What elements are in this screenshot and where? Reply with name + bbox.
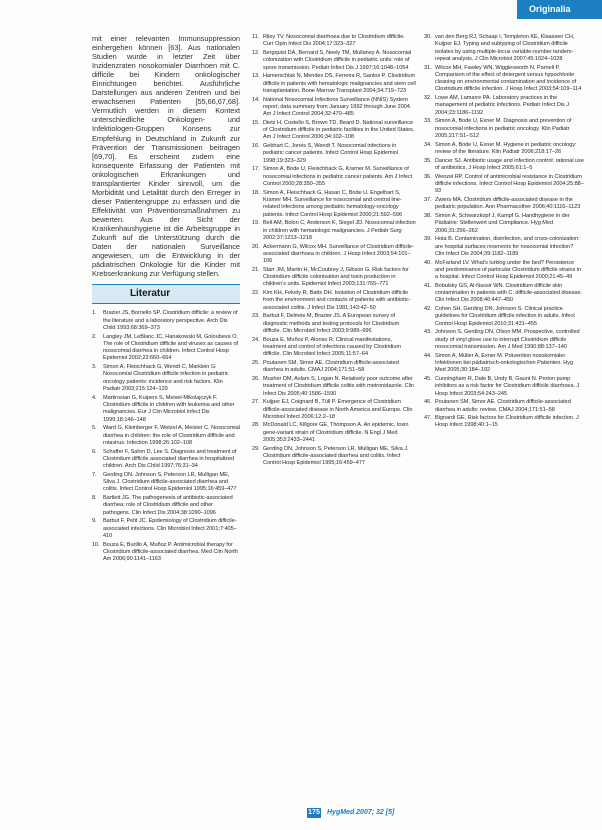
reference-item <box>424 213 584 235</box>
reference-text: Dancer SJ. Antibiotic usage and infection control: rational use of antibiotics. J Hosp Infect 2005;61:1–5 <box>435 157 584 171</box>
reference-text: Zwiers MA. Clostridium difficile-associated disease in the pediatric population. Ann Pharmacother 2006;40:1116–1123 <box>435 196 581 211</box>
reference-item <box>424 306 584 328</box>
reference-item <box>252 399 416 421</box>
reference-number: 9. <box>92 518 97 525</box>
reference-item <box>252 244 416 266</box>
reference-item <box>424 415 584 430</box>
reference-number: 10. <box>92 541 100 548</box>
reference-item <box>252 166 416 188</box>
reference-item <box>424 236 584 258</box>
reference-text: Ackermann G, Wilcox MH. Surveillance of Clostridium difficile-associated diarrhoea in children. J Hosp Infect 2003;54:101–106 <box>263 243 414 265</box>
reference-text: Simon A, Fleischhack G, Hasan C, Bode U, Engelhart S, Kramer MH. Surveillance for nosocomial and central line-related infections among pediatric hematology-oncology patients. Infect Control Hosp Epidemiol 2000;21:592–596 <box>263 189 403 218</box>
reference-text: Martirosian G, Kuipers S, Meisel-Mikolajczyk F. Clostridium difficile in children with leukemia and other malignancies. Eur J Clin Microbiol Infect Dis 1999;18:146–148 <box>103 394 235 423</box>
reference-text: Simon A, Bode U, Exner M. Diagnosis and prevention of nosocomial infections in pediatric oncology. Klin Padiatr 2005;217:S1–S12 <box>435 118 572 140</box>
reference-text: National Nosocomial Infections Surveillance (NNIS) System report, data summary from January 1992 through June 2004. Am J Infect Control 2004;32:470–485 <box>263 96 412 118</box>
reference-number: 45. <box>424 375 432 382</box>
reference-number: 15. <box>252 119 260 126</box>
reference-number: 40. <box>424 259 432 266</box>
reference-text: Johnson S, Gerding DN, Olson MM. Prospective, controlled study of vinyl glove use to interrupt Clostridium difficile nosocomial transmission. Am J Med 1990;88:137–140 <box>435 329 580 350</box>
reference-number: 25. <box>252 359 260 366</box>
reference-item <box>252 337 416 359</box>
reference-text: Lowe AM, Lamarre PA. Laboratory practices in the management of pediatric infections. Pediatr Infect Dis J 2004;23:1186–1192 <box>435 95 570 116</box>
reference-number: 7. <box>92 471 97 478</box>
reference-item <box>252 446 416 468</box>
journal-citation: HygMed 2007; 32 [5] <box>327 809 395 816</box>
reference-item <box>252 376 416 398</box>
reference-number: 12. <box>252 49 260 56</box>
reference-text: Simon A, Bode U, Fleischhack G, Kramer M. Surveillance of nosocomial infections in pediatric cancer patients. Am J Infect Control 2000;28:350–355 <box>263 166 413 187</box>
reference-number: 44. <box>424 352 432 359</box>
reference-text: Wilcox MH, Fawley WN, Wigglesworth N, Parnell P. Comparison of the effect of detergent versus hypochlorite cleaning on environmental contamination and incidence of Clostridium difficile infection. J Hosp Infect 2003;54:109–114 <box>435 64 582 93</box>
reference-item <box>424 376 584 398</box>
reference-item <box>252 313 416 335</box>
reference-number: 22. <box>252 290 260 297</box>
reference-number: 32. <box>424 95 432 102</box>
reference-number: 5. <box>92 425 97 432</box>
reference-list-col2 <box>252 34 416 468</box>
reference-list-col3 <box>424 34 584 430</box>
reference-text: Schaffer F, Sahm D, Lee S. Diagnosis and treatment of Clostridium difficile associated diarrhea in hospitalized children. Arch Dis Child 1997;76:31–34 <box>103 448 237 470</box>
reference-number: 1. <box>92 310 97 317</box>
reference-text: Bobulsky GS, Al-Nassir WN. Clostridium difficile skin contamination in patients with C. difficile-associated disease. Clin Infect Dis 2008;46:447–450 <box>435 282 582 304</box>
reference-item <box>252 97 416 119</box>
reference-text: Poutanen SM, Simor AE. Clostridium difficile-associated diarrhea in adults: review. CMAJ 2004;171:51–58 <box>435 399 571 413</box>
body-text: mit einer relevanten Immunsuppression einhergehen können [63]. Aus nationalen Studien wurde in letzter Zeit über Inzidenzraten nosokomialer Diarrhoen mit C. difficile bei Kindern onkologischer Einrichtungen berichtet. Ausführliche Darstellungen aus anderen Zentren und bei erwachsenen Patienten [55,66,67,68]. Vermutlich werden in diesem Kontext unterschiedliche Onkologen- und Infektiologen-Gruppen Konsens zur Empfehlung in Deutschland in Zukunft zur Prävention der Transmissionen beitragen [69,70]. Es erscheint zudem eine konsequente Erfassung der Patienten mit onkologischen Erkrankungen und transplantierter Kinder sinnvoll, um die Morbidität und Letalität durch den Erreger in dieser Patientengruppe zu erfassen und die Effektivität von Präventionsmaßnahmen zu bewerten. Aus der Sicht der Krankenhaushygiene ist die Arbeitsgruppe in Zukunft auf die Unterstützung durch die Daten der nationalen Surveillance angewiesen, um die Entwicklung in der pädiatrischen Onkologie für die Kinder mit Krebserkrankung zur Verfügung stellen. <box>92 34 240 279</box>
reference-text: Simon A, Fleischhack G, Wendt C, Marklein G. Nosocomial Clostridium difficile infection in pediatric oncology patients: incidence and risk factors. Klin Padiatr 2003;215:124–129 <box>103 364 229 393</box>
reference-item <box>92 364 240 393</box>
reference-item <box>424 158 584 173</box>
reference-number: 38. <box>424 212 432 219</box>
reference-text: Musher DM, Aslam S, Logan N. Relatively poor outcome after treatment of Clostridium difficile colitis with metronidazole. Clin Infect Dis 2005;40:1586–1590 <box>263 375 415 397</box>
reference-text: Poutanen SM, Simor AE. Clostridium difficile-associated diarrhea in adults. CMAJ 2004;171:51–58 <box>263 359 399 374</box>
reference-item <box>424 118 584 140</box>
reference-text: Kim KH, Fekety R, Batts DH. Isolation of Clostridium difficile from the environment and contacts of patients with antibiotic-associated colitis. J Infect Dis 1981;143:42–50 <box>263 290 411 311</box>
reference-number: 8. <box>92 495 97 502</box>
reference-item <box>252 360 416 375</box>
reference-item <box>424 142 584 157</box>
reference-number: 14. <box>252 96 260 103</box>
reference-text: Wenzel RP. Control of antimicrobial resistance in Clostridium difficile infections. Infect Control Hosp Epidemiol 2004;25:88–93 <box>435 173 584 195</box>
column-2 <box>252 34 416 469</box>
reference-text: Bartlett JG. The pathogenesis of antibiotic-associated diarrhea: role of Clostridium difficile and other pathogens. Clin Infect Dis 2004;38:1090–1096 <box>103 495 233 516</box>
reference-text: Simon A, Bode U, Exner M. Hygiene in pediatric oncology: review of the literature. Klin Padiatr 2006;218:17–26 <box>435 141 577 156</box>
reference-text: Dietz H, Costello S, Brown TD, Beard D. National surveillance of Clostridium difficile in pediatric facilities in the United States. Am J Infect Control 2006;34:102–108 <box>263 119 415 141</box>
reference-number: 2. <box>92 333 97 340</box>
reference-number: 29. <box>252 445 260 452</box>
section-tab: Originalia <box>517 0 602 19</box>
reference-number: 39. <box>424 236 432 243</box>
reference-text: Bignardi GE. Risk factors for Clostridium difficile infection. J Hosp Infect 1998;40:1–15 <box>435 415 579 429</box>
reference-number: 24. <box>252 336 260 343</box>
reference-item <box>424 353 584 375</box>
reference-item <box>252 422 416 444</box>
reference-item <box>252 220 416 242</box>
reference-number: 37. <box>424 196 432 203</box>
reference-item <box>252 143 416 165</box>
reference-number: 36. <box>424 173 432 180</box>
reference-number: 3. <box>92 364 97 371</box>
reference-number: 16. <box>252 143 260 150</box>
reference-number: 43. <box>424 329 432 336</box>
reference-item <box>92 495 240 517</box>
reference-number: 11. <box>252 34 260 40</box>
reference-text: Simon A, Müller A, Exner M. Prävention nosokomialer Infektionen bei pädiatrisch-onkologischen Patienten. Hyg Med 2005;30:184–192 <box>435 352 574 374</box>
reference-text: Cunningham R, Dale B, Undy B, Gaunt N. Proton pump inhibitors as a risk factor for Clostridium difficile diarrhoea. J Hosp Infect 2003;54:243–245 <box>435 375 580 397</box>
reference-item <box>424 197 584 212</box>
reference-text: Bergquist DA, Bernard S, Neely TM, Mullaney A. Nosocomial colonization with Clostridium difficile in pediatric units: role of spore transmission. Pediatr Infect Dis J 1997;16:1048–1054 <box>263 49 412 71</box>
reference-text: Langley JM, LeBlanc JC, Hanakowski M, Goloubeva O. The role of Clostridium difficile and viruses as causes of nosocomial diarrhea in children. Infect Control Hosp Epidemiol 2002;23:660–664 <box>103 333 239 362</box>
reference-item <box>424 34 584 63</box>
reference-number: 30. <box>424 34 432 40</box>
reference-item <box>424 283 584 305</box>
reference-text: Bell AM, Bolon C, Anderson K, Siegel JD. Nosocomial infection in children with hematologic malignancies. J Pediatr Surg 2002;37:1213–1218 <box>263 220 416 241</box>
reference-item <box>424 174 584 196</box>
reference-number: 42. <box>424 306 432 313</box>
column-1 <box>92 34 240 565</box>
reference-text: Ward G, Kleinberger F, Wetzel A, Meister C. Nosocomial diarrhea in children: the role of Clostridium difficile and rotavirus. Infection 1998;26:102–108 <box>103 425 240 446</box>
reference-text: Riley TV. Nosocomial diarrhoea due to Clostridium difficile. Curr Opin Infect Dis 2004;17:323–327 <box>263 34 405 48</box>
reference-list-col1 <box>92 310 240 563</box>
reference-number: 20. <box>252 243 260 250</box>
reference-item <box>92 542 240 564</box>
reference-item <box>92 334 240 363</box>
reference-text: Bouza E, Muñoz P, Alonso R. Clinical manifestations, treatment and control of infections caused by Clostridium difficile. Clin Microbiol Infect 2005;11:57–64 <box>263 336 401 358</box>
reference-number: 27. <box>252 399 260 406</box>
reference-number: 35. <box>424 157 432 164</box>
reference-number: 17. <box>252 166 260 173</box>
reference-item <box>92 518 240 540</box>
reference-number: 19. <box>252 220 260 227</box>
reference-text: Brazier JS, Borriello SP. Clostridium difficile: a review of the literature and a laboratory perspective. Arch Dis Child 1993;68:369–373 <box>103 310 238 331</box>
reference-number: 21. <box>252 266 260 273</box>
reference-item <box>252 50 416 72</box>
reference-item <box>92 425 240 447</box>
reference-item <box>424 65 584 94</box>
reference-number: 26. <box>252 375 260 382</box>
reference-number: 41. <box>424 282 432 289</box>
reference-text: Cohen SH, Gerding DN, Johnson S. Clinical practice guidelines for Clostridium difficile infection in adults. Infect Control Hosp Epidemiol 2010;31:431–455 <box>435 306 575 327</box>
reference-item <box>252 290 416 312</box>
reference-number: 28. <box>252 422 260 429</box>
reference-item <box>252 34 416 49</box>
reference-text: McFarland LV. What's lurking under the bed? Persistence and predominance of particular Clostridium difficile strains in a hospital. Infect Control Hosp Epidemiol 2000;21:45–49 <box>435 259 581 281</box>
reference-number: 33. <box>424 118 432 125</box>
reference-text: Starr JM, Martin H, McCoubrey J, Gibson G. Risk factors for Clostridium difficile colonisation and toxin production in children's units. Epidemiol Infect 2003;131:765–771 <box>263 266 409 288</box>
reference-text: Hamerschlak N, Mendes DS, Ferreira R, Santos P. Clostridium difficile in patients with hematologic malignancies and stem cell transplantation. Bone Marrow Transplant 2004;34:719–723 <box>263 73 416 94</box>
column-3 <box>424 34 584 431</box>
reference-item <box>92 472 240 494</box>
reference-text: Gebhart C, Jones S, Wendt T. Nosocomial infections in pediatric cancer patients. Infect Control Hosp Epidemiol 1998;19:323–329 <box>263 143 398 164</box>
reference-text: Gerding DN, Johnson S, Peterson LR, Mulligan ME, Silva J. Clostridium difficile-associated diarrhea and colitis. Infect Control Hosp Epidemiol 1995;16:459–477 <box>103 471 237 493</box>
reference-text: Barbut F, Petit JC. Epidemiology of Clostridium difficile-associated infections. Clin Microbiol Infect 2001;7:405–410 <box>103 518 237 539</box>
page-number: 175 <box>308 809 320 816</box>
reference-item <box>424 399 584 414</box>
reference-number: 6. <box>92 448 97 455</box>
reference-text: Kuijper EJ, Coignard B, Tüll P. Emergence of Clostridium difficile-associated disease in North America and Europe. Clin Microbiol Infect 2006;12:2–18 <box>263 399 413 420</box>
reference-item <box>92 449 240 471</box>
reference-text: McDonald LC, Killgore GE, Thompson A. An epidemic, toxin gene-variant strain of Clostridium difficile. N Engl J Med 2005;353:2433–2441 <box>263 422 409 444</box>
reference-number: 46. <box>424 399 432 406</box>
reference-text: Gerding DN, Johnson S, Peterson LR, Mulligan ME, Silva J. Clostridium difficile-associated diarrhea and colitis. Infect Control Hosp Epidemiol 1995;16:459–477 <box>263 445 409 467</box>
reference-item <box>424 329 584 351</box>
references-heading: Literatur <box>92 284 240 304</box>
reference-number: 23. <box>252 313 260 320</box>
reference-text: Bouza E, Burillo A, Muñoz P. Antimicrobial therapy for Clostridium difficile-associated diarrhea. Med Clin North Am 2006;90:1141–1163 <box>103 541 238 563</box>
reference-number: 34. <box>424 141 432 148</box>
reference-text: Simon A, Schwarzkopf J, Kampf G. Handhygiene in der Pädiatrie: Stellenwert und Compliance. Hyg Med 2006;31:256–262 <box>435 212 570 234</box>
reference-item <box>252 267 416 289</box>
reference-item <box>252 190 416 219</box>
reference-number: 18. <box>252 189 260 196</box>
reference-number: 4. <box>92 394 97 401</box>
reference-text: van den Berg RJ, Schaap I, Templeton KE, Klaassen CH, Kuijper EJ. Typing and subtyping of Clostridium difficile isolates by using multiple-locus variable-number tandem-repeat analysis. J Clin Microbiol 2007;45:1024–1028 <box>435 34 575 62</box>
reference-item <box>92 310 240 332</box>
reference-number: 31. <box>424 64 432 71</box>
reference-item <box>92 395 240 424</box>
reference-number: 13. <box>252 73 260 80</box>
reference-item <box>252 73 416 95</box>
reference-item <box>424 95 584 117</box>
reference-number: 47. <box>424 415 432 422</box>
reference-text: Barbut F, Delmée M, Brazier JS. A European survey of diagnostic methods and testing protocols for Clostridium difficile. Clin Microbiol Infect 2003;9:989–996 <box>263 313 400 334</box>
reference-text: Hota B. Contamination, disinfection, and cross-colonization: are hospital surfaces reservoirs for nosocomial infection? Clin Infect Dis 2004;39:1182–1189 <box>435 236 580 257</box>
reference-item <box>252 120 416 142</box>
reference-item <box>424 260 584 282</box>
